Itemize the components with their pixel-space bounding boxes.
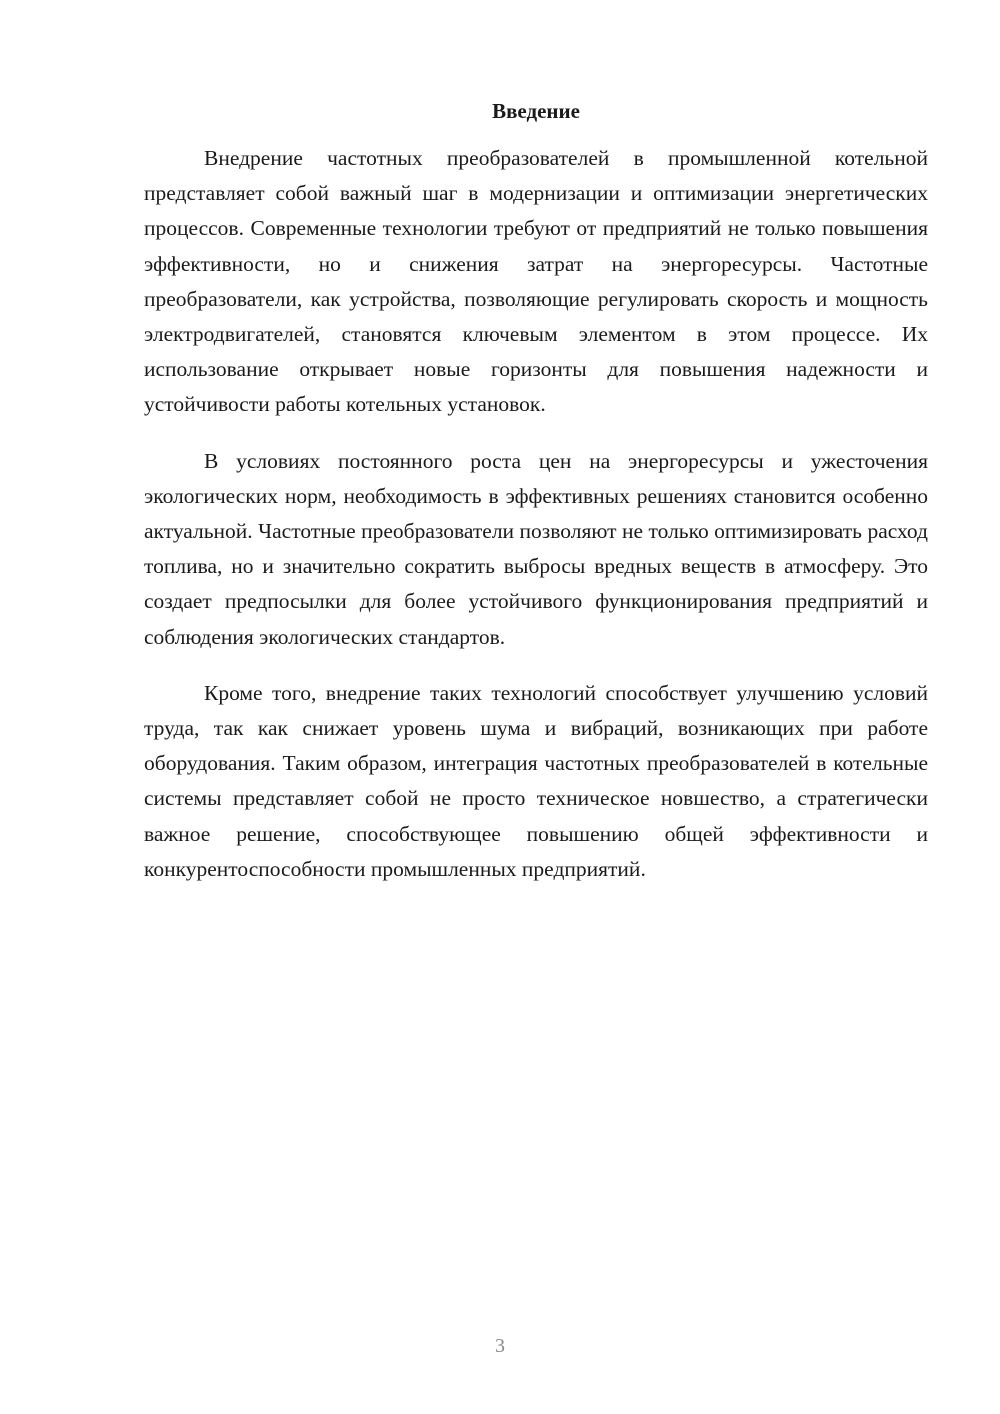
section-title: Введение (492, 99, 580, 123)
paragraph-3: Кроме того, внедрение таких технологий способствует улучшению условий труда, так как снижает уровень шума и вибраций, возникающих при работе оборудования. Таким образом, интеграция частотных преобразователей в котельные системы представляет собой не просто техническое новшество, а стратегически важное решение, способствующее повышению общей эффективности и конкурентоспособности промышленных предприятий. (144, 680, 928, 881)
paragraph-2: В условиях постоянного роста цен на энергоресурсы и ужесточения экологических норм, необходимость в эффективных решениях становится особенно актуальной. Частотные преобразователи позволяют не только оптимизировать расход топлива, но и значительно сократить выбросы вредных веществ в атмосферу. Это создает предпосылки для более устойчивого функционирования предприятий и соблюдения экологических стандартов. (144, 448, 928, 649)
page-content (144, 96, 928, 908)
paragraph-1: Внедрение частотных преобразователей в промышленной котельной представляет собой важный шаг в модернизации и оптимизации энергетических процессов. Современные технологии требуют от предприятий не только повышения эффективности, но и снижения затрат на энергоресурсы. Частотные преобразователи, как устройства, позволяющие регулировать скорость и мощность электродвигателей, становятся ключевым элементом в этом процессе. Их использование открывает новые горизонты для повышения надежности и устойчивости работы котельных установок. (144, 146, 928, 417)
page-number: 3 (495, 1335, 505, 1357)
